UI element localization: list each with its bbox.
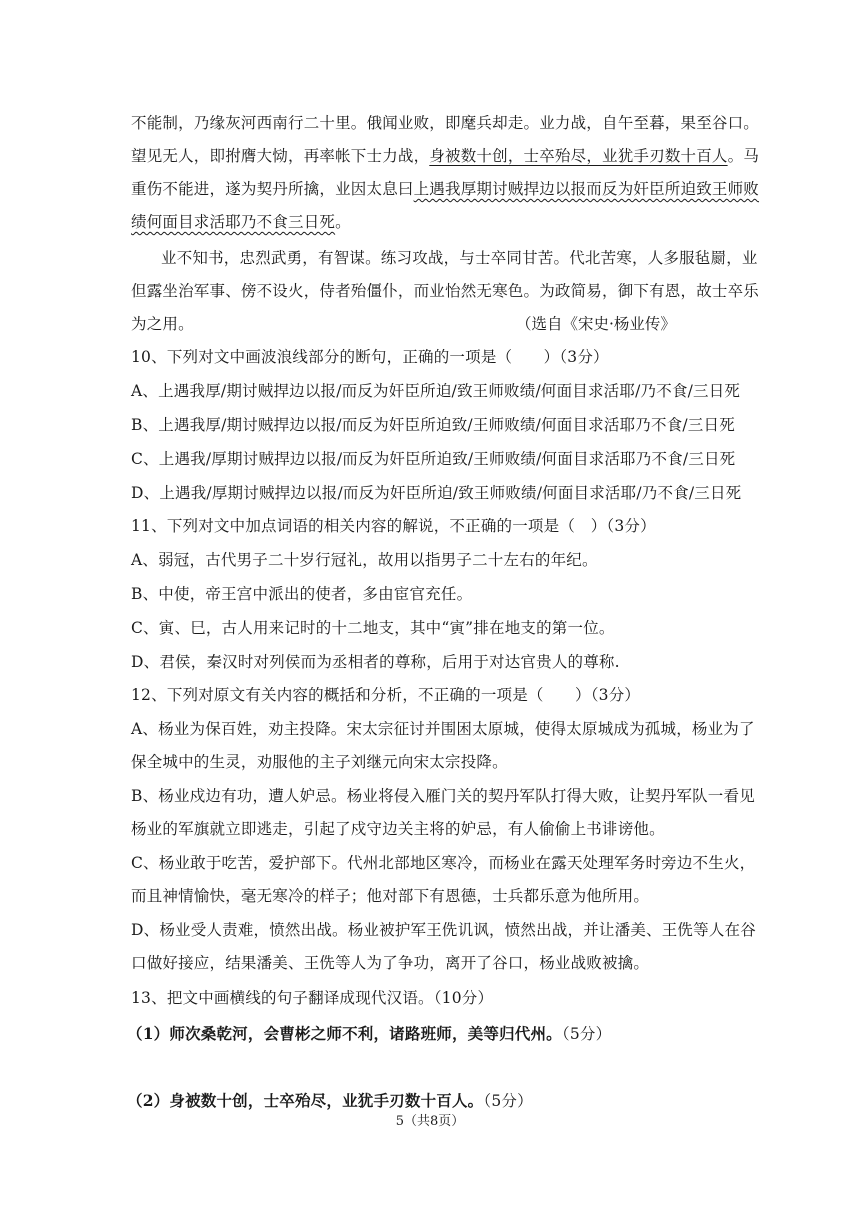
question-12-option-a-line-2: 保全城中的生灵，劝服他的主子刘继元向宋太宗投降。 — [131, 753, 508, 771]
question-10-option-d: D、上遇我/厚期讨贼捍边以报/而反为奸臣所迫/致王师败绩/何面目求活耶/乃不食/三日死 — [131, 484, 742, 502]
passage-text: 。 — [335, 213, 351, 231]
passage-text: 望见无人，即拊膺大恸，再率帐下士力战， — [131, 147, 430, 165]
wavy-underlined-sentence: 绩何面目求活耶乃不食三日死 — [131, 213, 336, 231]
passage-para2-line-1 — [161, 247, 761, 269]
passage-text: 为之用。 — [131, 315, 194, 333]
page-number: 5（共8页） — [395, 1114, 465, 1129]
passage-text: 重伤不能进，遂为契丹所擒，业因太息曰 — [131, 180, 414, 198]
underlined-sentence: 身被数十创，士卒殆尽，业犹手刃数十百人 — [429, 147, 728, 165]
question-12-option-d-line-1: D、杨业受人责难，愤然出战。杨业被护军王侁讥讽，愤然出战，并让潘美、王侁等人在谷 — [131, 921, 756, 939]
question-13-sentence-1 — [127, 1023, 727, 1045]
translation-sentence: （2）身被数十创，士卒殆尽，业犹手刃数十百人。 — [127, 1091, 484, 1110]
question-10-stem: 10、下列对文中画波浪线部分的断句，正确的一项是（ ）（3分） — [131, 348, 609, 366]
question-12-stem: 12、下列对原文有关内容的概括和分析，不正确的一项是（ ）（3分） — [131, 686, 641, 704]
passage-text: 。马 — [727, 147, 760, 165]
question-12-option-c-line-2: 而且神情愉快，毫无寒冷的样子；他对部下有恩德，士兵都乐意为他所用。 — [131, 887, 650, 905]
passage-text: 不能制，乃缘灰河西南行二十里。俄闻业败，即麾兵却走。业力战，自午至暮，果至谷口。 — [131, 114, 760, 132]
passage-line-3 — [131, 178, 760, 200]
question-11-option-d: D、君侯，秦汉时对列侯而为丞相者的尊称，后用于对达官贵人的尊称. — [131, 653, 620, 671]
question-12-option-d-line-2: 口做好接应，结果潘美、王侁等人为了争功，离开了谷口，杨业战败被擒。 — [131, 954, 650, 972]
question-10-option-b: B、上遇我厚/期讨贼捍边以报/而反为奸臣所迫致/王师败绩/何面目求活耶乃不食/三日死 — [131, 416, 735, 434]
passage-source: （选自《宋史·杨业传》 — [516, 315, 676, 333]
passage-text: 但露坐治军事、傍不设火，侍者殆僵仆，而业怡然无寒色。为政简易，御下有恩，故士卒乐 — [131, 282, 760, 300]
passage-line-1 — [131, 112, 760, 134]
wavy-underlined-sentence: 上遇我厚期讨贼捍边以报而反为奸臣所迫致王师败 — [413, 180, 760, 198]
passage-line-2 — [131, 145, 760, 167]
question-13-sentence-2 — [127, 1090, 727, 1112]
question-11-option-a: A、弱冠，古代男子二十岁行冠礼，故用以指男子二十左右的年纪。 — [131, 551, 598, 569]
question-12-option-a-line-1: A、杨业为保百姓，劝主投降。宋太宗征讨并围困太原城，使得太原城成为孤城，杨业为了 — [131, 720, 755, 738]
question-11-option-b: B、中使，帝王宫中派出的使者，多由宦官充任。 — [131, 585, 473, 603]
score-label: （5分） — [483, 1092, 533, 1110]
question-12-option-b-line-2: 杨业的军旗就立即逃走，引起了戍守边关主将的妒忌，有人偷偷上书诽谤他。 — [131, 820, 665, 838]
question-11-stem: 11、下列对文中加点词语的相关内容的解说，不正确的一项是（ ）（3分） — [131, 517, 656, 535]
question-10-option-c: C、上遇我/厚期讨贼捍边以报/而反为奸臣所迫致/王师败绩/何面目求活耶乃不食/三日死 — [131, 450, 736, 468]
score-label: （5分） — [561, 1025, 612, 1043]
passage-para2-line-2 — [131, 280, 760, 302]
passage-text: 业不知书，忠烈武勇，有智谋。练习攻战，与士卒同甘苦。代北苦寒，人多服毡罽，业 — [161, 249, 758, 267]
question-13-stem: 13、把文中画横线的句子翻译成现代汉语。（10分） — [131, 989, 494, 1007]
passage-line-4 — [131, 211, 731, 233]
question-11-option-c: C、寅、巳，古人用来记时的十二地支，其中“寅”排在地支的第一位。 — [131, 619, 615, 637]
translation-sentence: （1）师次桑乾河，会曹彬之师不利，诸路班师，美等归代州。 — [127, 1024, 562, 1043]
question-12-option-c-line-1: C、杨业敢于吃苦，爱护部下。代州北部地区寒冷，而杨业在露天处理军务时旁边不生火， — [131, 854, 756, 872]
question-10-option-a: A、上遇我厚/期讨贼捍边以报/而反为奸臣所迫/致王师败绩/何面目求活耶/乃不食/三日死 — [131, 382, 741, 400]
question-12-option-b-line-1: B、杨业戍边有功，遭人妒忌。杨业将侵入雁门关的契丹军队打得大败，让契丹军队一看见 — [131, 787, 755, 805]
